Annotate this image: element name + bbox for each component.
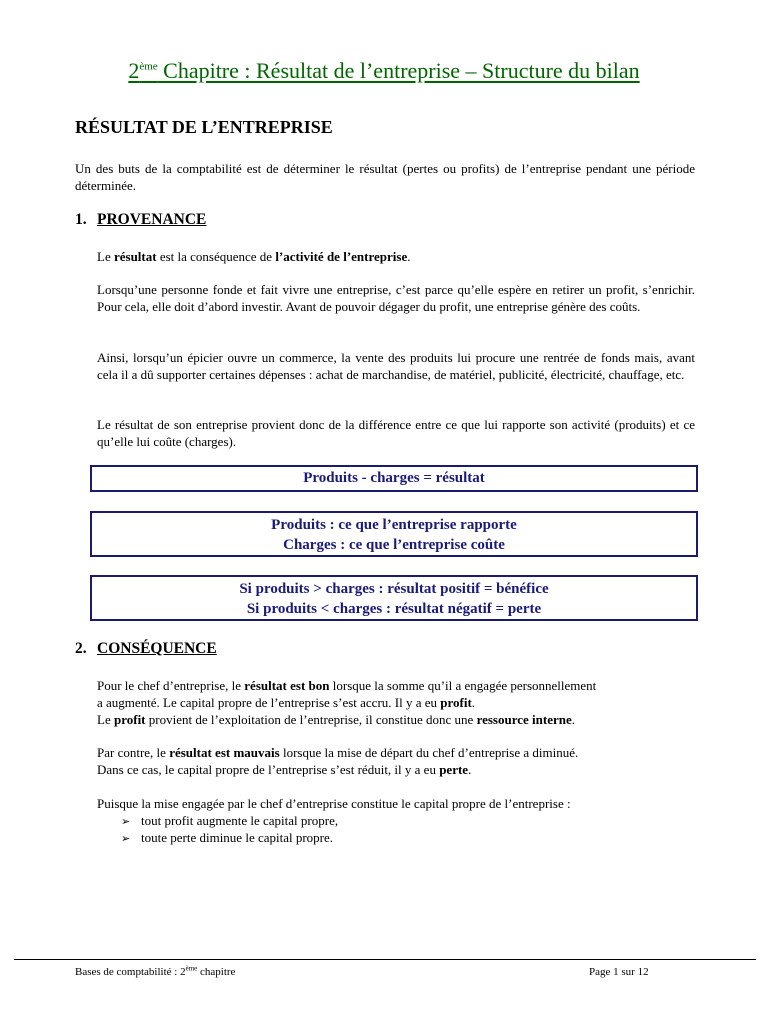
consequence-p2-line-1 [97, 744, 697, 761]
bold-profit: profit [113, 712, 146, 727]
footer-left-rest: chapitre [197, 966, 236, 978]
heading-provenance-label: PROVENANCE [97, 211, 207, 228]
footer-divider [14, 959, 756, 960]
rules-box [90, 575, 698, 621]
list-item [121, 829, 333, 848]
heading-consequence-number: 2. [75, 640, 87, 657]
bold-ressource-interne: ressource interne [476, 712, 572, 727]
p1-text: Le [97, 249, 114, 264]
heading-consequence-label: CONSÉQUENCE [97, 640, 217, 657]
provenance-paragraph-1 [97, 248, 695, 265]
heading-consequence [75, 640, 217, 658]
footer-left-text: Bases de comptabilité : 2 [75, 966, 186, 978]
p1-text: . [407, 249, 411, 264]
p1-text: est la conséquence de [156, 249, 276, 264]
text-run: Pour le chef d’entreprise, le [97, 678, 245, 693]
consequence-p1-line-1 [97, 677, 697, 694]
text-run: Dans ce cas, le capital propre de l’entreprise s’est réduit, il y a eu [97, 762, 440, 777]
provenance-paragraph-4: Le résultat de son entreprise provient donc de la différence entre ce que lui rapporte son activité (produits) et ce qu’elle lui coûte (charges). [97, 417, 695, 449]
text-run: . [471, 695, 476, 710]
bold-resultat-bon: résultat est bon [244, 678, 330, 693]
provenance-paragraph-3: Ainsi, lorsqu’un épicier ouvre un commerce, la vente des produits lui procure une rentrée de fonds mais, avant cela il a dû supporter certaines dépenses : achat de marchandise, de matériel, publicité, électricité, chauffage, etc. [97, 350, 695, 382]
p1-bold-activite: l’activité de l’entreprise [275, 249, 408, 264]
text-run: . [468, 762, 472, 777]
rule-positive: Si produits > charges : résultat positif = bénéfice [239, 581, 549, 597]
heading-provenance-number: 1. [75, 211, 87, 228]
text-run: a augmenté. Le capital propre de l’entreprise s’est accru. Il y a eu [97, 695, 441, 710]
provenance-paragraph-2: Lorsqu’une personne fonde et fait vivre une entreprise, c’est parce qu’elle espère en retirer un profit, s’enrichir. Pour cela, elle doit d’abord investir. Avant de pouvoir dégager du profit, une entreprise génère des coûts. [97, 282, 695, 314]
bold-perte: perte [439, 762, 469, 777]
arrow-bullet-icon: ➢ [121, 816, 131, 828]
text-run: lorsque la somme qu’il a engagée personnellement [329, 678, 597, 693]
intro-paragraph: Un des buts de la comptabilité est de déterminer le résultat (pertes ou profits) de l’entreprise pendant une période déterminée. [75, 161, 695, 193]
text-run: Le [97, 712, 114, 727]
text-run: Par contre, le [97, 745, 170, 760]
consequence-p1-line-2 [97, 694, 697, 711]
p1-bold-resultat: résultat [113, 249, 157, 264]
rule-negative: Si produits < charges : résultat négatif = perte [246, 601, 542, 617]
text-run: . [571, 712, 576, 727]
bold-profit: profit [440, 695, 472, 710]
bold-resultat-mauvais: résultat est mauvais [169, 745, 280, 760]
consequence-paragraph-2 [97, 744, 697, 778]
page-number: Page 1 sur 12 [589, 966, 649, 978]
section-heading: RÉSULTAT DE L’ENTREPRISE [75, 117, 333, 137]
title-number: 2 [128, 58, 140, 83]
definitions-box [90, 511, 698, 557]
footer-left [75, 966, 235, 978]
title-rest: Chapitre : Résultat de l’entreprise – Structure du bilan [157, 58, 640, 83]
text-run: provient de l’exploitation de l’entreprise, il constitue donc une [145, 712, 477, 727]
list-item-text: tout profit augmente le capital propre, [141, 813, 339, 828]
definition-charges: Charges : ce que l’entreprise coûte [283, 537, 505, 553]
text-run: lorsque la mise de départ du chef d’entreprise a diminué. [279, 745, 579, 760]
consequence-p1-line-3 [97, 711, 697, 728]
formula-text: Produits - charges = résultat [303, 470, 485, 486]
consequence-p2-line-2 [97, 761, 697, 778]
list-item-text: toute perte diminue le capital propre. [141, 830, 334, 845]
definition-products: Produits : ce que l’entreprise rapporte [271, 517, 517, 533]
heading-provenance [75, 211, 206, 229]
title-superscript: ème [139, 60, 158, 73]
page-title [0, 58, 768, 84]
arrow-bullet-icon: ➢ [121, 833, 131, 845]
formula-box [90, 465, 698, 492]
consequence-paragraph-3: Puisque la mise engagée par le chef d’entreprise constitue le capital propre de l’entreprise : [97, 796, 571, 811]
consequence-paragraph-1 [97, 677, 697, 728]
footer-left-superscript: ème [185, 964, 198, 973]
